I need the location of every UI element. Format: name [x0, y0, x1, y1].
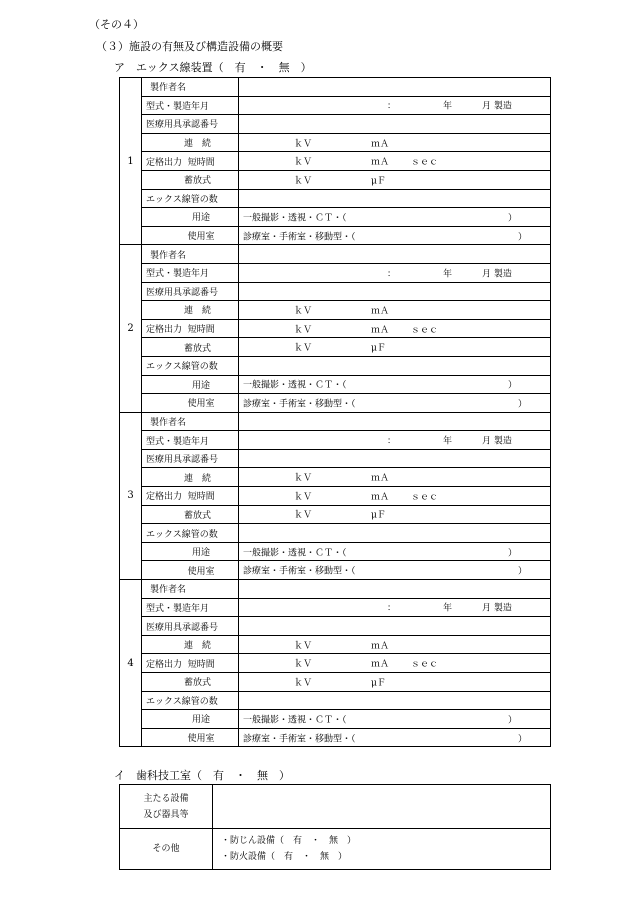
continuous-value: [239, 468, 551, 487]
close-paren: ）: [518, 566, 528, 577]
colon: ：: [387, 436, 397, 447]
colon: ：: [387, 269, 397, 280]
tube-count-value: [239, 356, 551, 375]
colon: ：: [387, 101, 397, 112]
room-label: 使用室: [142, 226, 239, 245]
room-options: 診療室・手術室・移動型・（: [243, 232, 356, 243]
approval-value: [239, 617, 551, 636]
maker-label: 製作者名: [142, 78, 239, 97]
kv-unit: ｋＶ: [294, 176, 313, 187]
model-value: [239, 431, 551, 450]
continuous-text: 連 続: [184, 306, 212, 317]
continuous-value: [239, 635, 551, 654]
kv-unit: ｋＶ: [294, 641, 313, 652]
unit-3-continuous-row: [120, 468, 551, 487]
usage-value: [239, 542, 551, 561]
unit-2-approval-row: [120, 282, 551, 301]
kv-unit: ｋＶ: [294, 492, 313, 503]
usage-label: 用途: [142, 542, 239, 561]
model-label: 型式・製造年月: [142, 96, 239, 115]
close-paren: ）: [518, 399, 528, 410]
close-paren: ）: [518, 734, 528, 745]
equipment-label: [120, 785, 213, 829]
year-label: 年: [443, 603, 453, 614]
unit-1-usage-row: [120, 208, 551, 227]
unit-2-tube-row: [120, 356, 551, 375]
unit-2-continuous-row: [120, 301, 551, 320]
stored-text: 蓄放式: [184, 343, 212, 354]
other-label: その他: [120, 829, 213, 870]
unit-number: 2: [120, 245, 142, 412]
stored-value: [239, 170, 551, 189]
unit-1-maker-row: [120, 78, 551, 97]
unit-4-model-row: [120, 598, 551, 617]
short-time-text: 短時間: [187, 492, 215, 503]
equipment-label-line1: 主たる設備: [143, 793, 189, 804]
uf-unit: μＦ: [371, 510, 386, 521]
ma-unit: ｍＡ: [371, 659, 390, 670]
unit-1-continuous-row: [120, 133, 551, 152]
stored-label: [142, 338, 239, 357]
tube-count-value: [239, 524, 551, 543]
model-value: [239, 598, 551, 617]
usage-label: 用途: [142, 710, 239, 729]
usage-label: 用途: [142, 375, 239, 394]
model-label: 型式・製造年月: [142, 598, 239, 617]
month-made-label: 月 製造: [482, 101, 512, 112]
continuous-label: [142, 468, 239, 487]
usage-label: 用途: [142, 208, 239, 227]
kv-unit: ｋＶ: [294, 473, 313, 484]
model-label: 型式・製造年月: [142, 431, 239, 450]
unit-3-room-row: [120, 561, 551, 580]
month-made-label: 月 製造: [482, 603, 512, 614]
kv-unit: ｋＶ: [294, 343, 313, 354]
rated-output-label: [142, 319, 239, 338]
room-options: 診療室・手術室・移動型・（: [243, 566, 356, 577]
unit-4-continuous-row: [120, 635, 551, 654]
fire-proof-option: ・防火設備（ 有 ・ 無 ）: [221, 852, 348, 862]
stored-label: [142, 170, 239, 189]
unit-4-usage-row: [120, 710, 551, 729]
stored-value: [239, 505, 551, 524]
uf-unit: μＦ: [371, 176, 386, 187]
usage-value: [239, 375, 551, 394]
kv-unit: ｋＶ: [294, 510, 313, 521]
stored-value: [239, 338, 551, 357]
unit-4-tube-row: [120, 691, 551, 710]
colon: ：: [387, 603, 397, 614]
kv-unit: ｋＶ: [294, 157, 313, 168]
unit-3-stored-row: [120, 505, 551, 524]
dental-heading: イ 歯科技工室（ 有 ・ 無 ）: [114, 769, 290, 782]
short-time-value: [239, 319, 551, 338]
unit-3-approval-row: [120, 449, 551, 468]
rated-output-text: 定格出力: [146, 325, 183, 336]
continuous-label: [142, 635, 239, 654]
stored-text: 蓄放式: [184, 678, 212, 689]
stored-text: 蓄放式: [184, 176, 212, 187]
room-value: [239, 728, 551, 747]
sec-unit: ｓｅｃ: [411, 492, 439, 503]
close-paren: ）: [508, 548, 518, 559]
uf-unit: μＦ: [371, 343, 386, 354]
unit-2-room-row: [120, 394, 551, 413]
tube-count-value: [239, 691, 551, 710]
unit-3-short-time-row: [120, 487, 551, 506]
page-label: （その４）: [89, 18, 144, 31]
maker-label: 製作者名: [142, 580, 239, 599]
tube-count-label: エックス線管の数: [142, 691, 239, 710]
approval-value: [239, 115, 551, 134]
short-time-value: [239, 654, 551, 673]
xray-equipment-table: [119, 77, 551, 747]
year-label: 年: [443, 436, 453, 447]
year-label: 年: [443, 101, 453, 112]
kv-unit: ｋＶ: [294, 306, 313, 317]
usage-value: [239, 710, 551, 729]
other-value: [213, 829, 551, 870]
model-value: [239, 263, 551, 282]
unit-3-usage-row: [120, 542, 551, 561]
continuous-label: [142, 133, 239, 152]
rated-output-label: [142, 487, 239, 506]
kv-unit: ｋＶ: [294, 678, 313, 689]
ma-unit: ｍＡ: [371, 325, 390, 336]
maker-label: 製作者名: [142, 245, 239, 264]
unit-1-tube-row: [120, 189, 551, 208]
continuous-text: 連 続: [184, 473, 212, 484]
unit-2-usage-row: [120, 375, 551, 394]
model-value: [239, 96, 551, 115]
unit-3-maker-row: [120, 412, 551, 431]
room-value: [239, 226, 551, 245]
unit-3-tube-row: [120, 524, 551, 543]
dental-lab-table: [119, 784, 551, 870]
xray-heading: ア エックス線装置（ 有 ・ 無 ）: [114, 61, 312, 74]
continuous-label: [142, 301, 239, 320]
approval-label: 医療用具承認番号: [142, 282, 239, 301]
kv-unit: ｋＶ: [294, 139, 313, 150]
continuous-text: 連 続: [184, 641, 212, 652]
short-time-value: [239, 152, 551, 171]
room-label: 使用室: [142, 728, 239, 747]
close-paren: ）: [508, 715, 518, 726]
rated-output-text: 定格出力: [146, 659, 183, 670]
kv-unit: ｋＶ: [294, 325, 313, 336]
approval-label: 医療用具承認番号: [142, 617, 239, 636]
year-label: 年: [443, 269, 453, 280]
rated-output-text: 定格出力: [146, 157, 183, 168]
usage-value: [239, 208, 551, 227]
stored-value: [239, 673, 551, 692]
ma-unit: ｍＡ: [371, 139, 390, 150]
section-title: （３）施設の有無及び構造設備の概要: [96, 40, 283, 53]
equipment-value: [213, 785, 551, 829]
short-time-value: [239, 487, 551, 506]
sec-unit: ｓｅｃ: [411, 659, 439, 670]
stored-text: 蓄放式: [184, 510, 212, 521]
equipment-label-line2: 及び器具等: [143, 809, 189, 820]
short-time-text: 短時間: [187, 157, 215, 168]
ma-unit: ｍＡ: [371, 492, 390, 503]
rated-output-label: [142, 654, 239, 673]
ma-unit: ｍＡ: [371, 473, 390, 484]
unit-number: 3: [120, 412, 142, 579]
uf-unit: μＦ: [371, 678, 386, 689]
room-label: 使用室: [142, 394, 239, 413]
unit-2-maker-row: [120, 245, 551, 264]
ma-unit: ｍＡ: [371, 157, 390, 168]
room-label: 使用室: [142, 561, 239, 580]
unit-2-model-row: [120, 263, 551, 282]
month-made-label: 月 製造: [482, 436, 512, 447]
unit-4-maker-row: [120, 580, 551, 599]
room-options: 診療室・手術室・移動型・（: [243, 399, 356, 410]
usage-options: 一般撮影・透視・ＣＴ・（: [243, 380, 347, 391]
room-options: 診療室・手術室・移動型・（: [243, 734, 356, 745]
tube-count-label: エックス線管の数: [142, 524, 239, 543]
tube-count-label: エックス線管の数: [142, 356, 239, 375]
stored-label: [142, 673, 239, 692]
unit-4-short-time-row: [120, 654, 551, 673]
maker-value: [239, 580, 551, 599]
short-time-text: 短時間: [187, 659, 215, 670]
maker-label: 製作者名: [142, 412, 239, 431]
unit-4-room-row: [120, 728, 551, 747]
close-paren: ）: [508, 380, 518, 391]
continuous-text: 連 続: [184, 139, 212, 150]
tube-count-label: エックス線管の数: [142, 189, 239, 208]
approval-label: 医療用具承認番号: [142, 115, 239, 134]
room-value: [239, 561, 551, 580]
ma-unit: ｍＡ: [371, 641, 390, 652]
tube-count-value: [239, 189, 551, 208]
unit-number: 4: [120, 580, 142, 747]
usage-options: 一般撮影・透視・ＣＴ・（: [243, 213, 347, 224]
unit-4-stored-row: [120, 673, 551, 692]
continuous-value: [239, 301, 551, 320]
close-paren: ）: [508, 213, 518, 224]
continuous-value: [239, 133, 551, 152]
unit-1-approval-row: [120, 115, 551, 134]
usage-options: 一般撮影・透視・ＣＴ・（: [243, 548, 347, 559]
unit-1-room-row: [120, 226, 551, 245]
unit-2-short-time-row: [120, 319, 551, 338]
maker-value: [239, 412, 551, 431]
room-value: [239, 394, 551, 413]
rated-output-text: 定格出力: [146, 492, 183, 503]
maker-value: [239, 245, 551, 264]
sec-unit: ｓｅｃ: [411, 157, 439, 168]
maker-value: [239, 78, 551, 97]
approval-value: [239, 449, 551, 468]
approval-value: [239, 282, 551, 301]
ma-unit: ｍＡ: [371, 306, 390, 317]
month-made-label: 月 製造: [482, 269, 512, 280]
stored-label: [142, 505, 239, 524]
usage-options: 一般撮影・透視・ＣＴ・（: [243, 715, 347, 726]
unit-2-stored-row: [120, 338, 551, 357]
unit-3-model-row: [120, 431, 551, 450]
rated-output-label: [142, 152, 239, 171]
close-paren: ）: [518, 232, 528, 243]
unit-1-model-row: [120, 96, 551, 115]
dust-proof-option: ・防じん設備（ 有 ・ 無 ）: [221, 836, 357, 846]
unit-1-stored-row: [120, 170, 551, 189]
unit-1-short-time-row: [120, 152, 551, 171]
unit-number: 1: [120, 78, 142, 245]
model-label: 型式・製造年月: [142, 263, 239, 282]
kv-unit: ｋＶ: [294, 659, 313, 670]
approval-label: 医療用具承認番号: [142, 449, 239, 468]
sec-unit: ｓｅｃ: [411, 325, 439, 336]
unit-4-approval-row: [120, 617, 551, 636]
short-time-text: 短時間: [187, 325, 215, 336]
